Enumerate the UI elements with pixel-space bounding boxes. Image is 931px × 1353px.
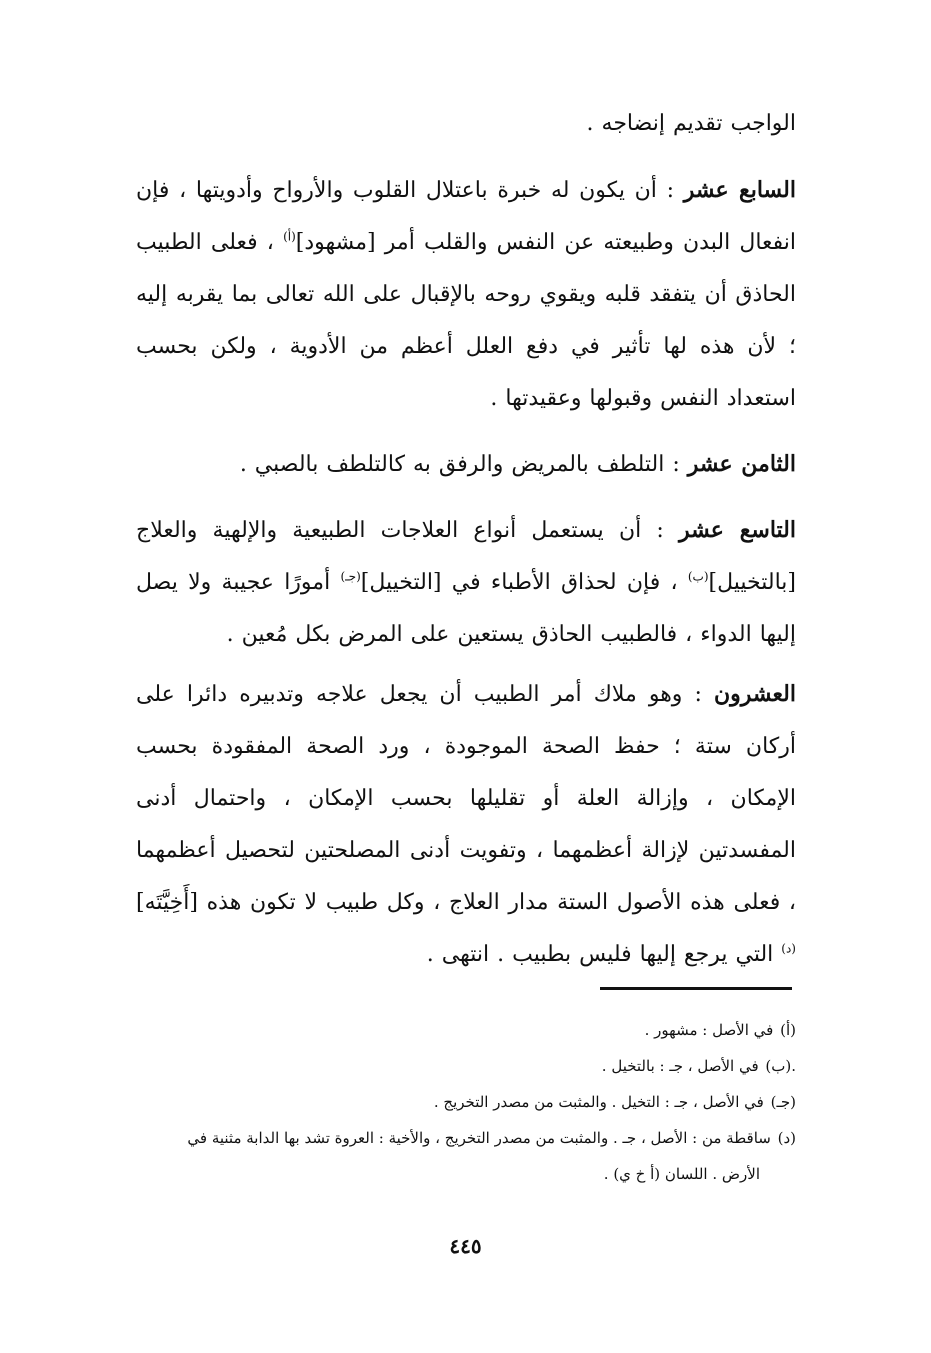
footnote-text: في الأصل ، جـ : التخيل . والمثبت من مصدر التخريج .: [433, 1093, 769, 1111]
footnote-label: (د): [777, 1129, 796, 1147]
footnote-separator: [600, 987, 792, 990]
paragraph-text: : وهو ملاك أمر الطبيب أن يجعل علاجه وتدبيره دائرا على أركان ستة ؛ حفظ الصحة الموجودة ، ورد الصحة المفقودة بحسب الإمكان ، وإزالة العلة أو تقليلها بحسب الإمكان ، واحتمال أدنى المفسدتين لإزالة أعظمهما ، وتفويت أدنى المصلحتين لتحصيل أعظمهما ، فعلى هذه الأصول الستة مدار العلاج ، وكل طبيب لا تكون هذه [أَخِيَّتَه]: [136, 682, 796, 915]
paragraph-seventeenth: [136, 164, 796, 425]
paragraph-text: : التلطف بالمريض والرفق به كالتلطف بالصبي .: [239, 452, 688, 477]
page-number: ٤٤٥: [449, 1234, 482, 1258]
paragraph-heading: السابع عشر: [683, 177, 796, 203]
paragraph-heading: التاسع عشر: [678, 517, 796, 543]
paragraph-eighteenth: [136, 438, 796, 491]
opening-line: [136, 98, 796, 150]
footnote-label: (جـ): [770, 1093, 796, 1111]
opening-line-text: الواجب تقديم إنضاجه .: [586, 111, 796, 136]
footnote-marker: (أ): [283, 229, 296, 244]
footnote-marker: (د): [781, 941, 796, 956]
footnote-text: ساقطة من : الأصل ، جـ . والمثبت من مصدر التخريج ، والأخية : العروة تشد بها الدابة مثنية في: [187, 1129, 776, 1147]
footnote-item: [132, 1084, 796, 1120]
footnote-item: [132, 1012, 796, 1048]
footnote-text: في الأصل : مشهور .: [644, 1021, 779, 1039]
paragraph-text: : أن يستعمل أنواع العلاجات الطبيعية والإلهية والعلاج [بالتخييل]: [136, 518, 797, 595]
footnote-marker: (جـ): [340, 569, 361, 584]
paragraph-heading: العشرون: [714, 681, 796, 707]
paragraph-text: ، فإن لحذاق الأطباء في [التخييل]: [360, 570, 688, 595]
footnote-text: في الأصل ، جـ : بالتخيل .: [601, 1057, 764, 1075]
footnotes: [132, 1012, 796, 1192]
paragraph-text: أمورًا عجيبة ولا يصل إليها الدواء ، فالطبيب الحاذق يستعين على المرض بكل مُعين .: [136, 570, 796, 647]
paragraph-text: التي يرجع إليها فليس بطبيب . انتهى .: [426, 942, 782, 967]
footnote-label: (أ): [780, 1021, 796, 1039]
footnote-marker: (ب): [687, 569, 709, 584]
footnote-item: [132, 1120, 796, 1192]
paragraph-twentieth: [136, 668, 796, 981]
footnote-item: [132, 1048, 796, 1084]
footnote-label: .(ب): [765, 1057, 796, 1075]
paragraph-text: : أن يكون له خبرة باعتلال القلوب والأرواح وأدويتها ، فإن انفعال البدن وطبيعته عن النفس والقلب أمر [مشهود]: [136, 178, 796, 255]
paragraph-nineteenth: [136, 504, 796, 661]
paragraph-text: ، فعلى الطبيب الحاذق أن يتفقد قلبه ويقوي روحه بالإقبال على الله تعالى بما يقربه إليه ؛ لأن هذه لها تأثير في دفع العلل أعظم من الأدوية ، ولكن بحسب استعداد النفس وقبولها وعقيدتها .: [136, 230, 796, 411]
paragraph-heading: الثامن عشر: [687, 451, 796, 477]
footnote-continuation: الأرض . اللسان (أ خ ي) .: [603, 1165, 760, 1183]
